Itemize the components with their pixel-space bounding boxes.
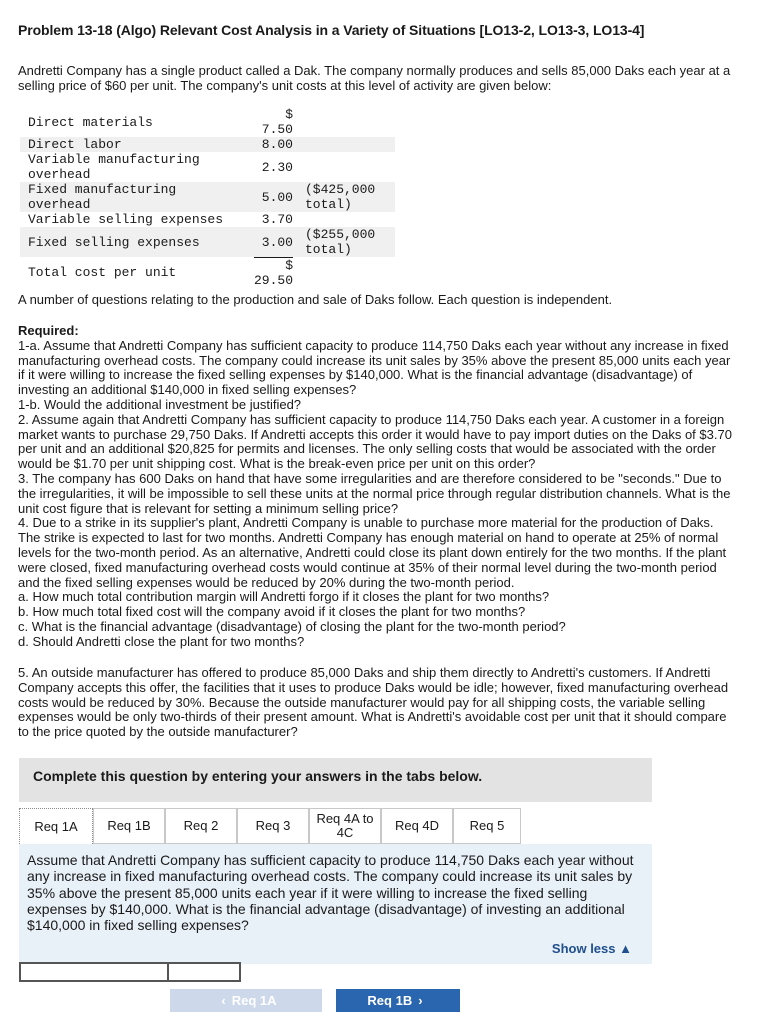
cost-amount: 5.00 (239, 182, 297, 212)
required-heading: Required: (18, 323, 79, 338)
cost-amount: 3.00 (239, 227, 297, 257)
required-section (18, 324, 738, 650)
cost-amount: 2.30 (261, 159, 293, 175)
question-1b: 1-b. Would the additional investment be justified? (18, 396, 302, 412)
total-amount: 29.50 (253, 273, 293, 288)
question-4d: d. Should Andretti close the plant for two months? (18, 633, 305, 649)
table-row (20, 137, 395, 152)
total-currency: $ (285, 258, 293, 273)
answer-input-row (19, 962, 241, 982)
chevron-left-icon: ‹ (221, 993, 226, 1008)
tab-req-4d[interactable]: Req 4D (381, 808, 453, 844)
answer-label-cell[interactable] (21, 964, 169, 980)
question-1a: 1-a. Assume that Andretti Company has sufficient capacity to produce 114,750 Daks each year without any increase in fixed manufacturing overhead costs. The company could increase its unit sales by 35% above the present 85,000 units each year if it were willing to increase the fixed selling expenses by $140,000. What is the financial advantage (disadvantage) of investing an additional $140,000 in fixed selling expenses? (18, 337, 731, 398)
total-row (20, 257, 395, 288)
question-4c: c. What is the financial advantage (disadvantage) of closing the plant for the two-month period? (18, 618, 566, 634)
tab-panel-req-1a (19, 844, 652, 964)
next-tab-label: Req 1B (367, 993, 413, 1008)
prev-tab-label: Req 1A (231, 993, 277, 1008)
cost-amount: 3.70 (261, 212, 293, 227)
total-label: Total cost per unit (20, 257, 239, 288)
total-amount-cell (239, 257, 297, 288)
questions-intro: A number of questions relating to the production and sale of Daks follow. Each question is independent. (18, 292, 613, 307)
tab-req-4a-4c[interactable]: Req 4A to 4C (309, 808, 381, 844)
tab-req-5[interactable]: Req 5 (453, 808, 521, 844)
tab-req-3[interactable]: Req 3 (237, 808, 309, 844)
cost-note (297, 137, 395, 152)
question-4: 4. Due to a strike in its supplier's plant, Andretti Company is unable to purchase more material for the production of Daks. The strike is expected to last for two months. Andretti Company has enough material on hand to operate at 25% of normal levels for the two-month period. As an alternative, Andretti could close its plant down entirely for the two months. If the plant were closed, fixed manufacturing overhead costs would continue at 35% of their normal level during the two-month period and the fixed selling expenses would be reduced by 20% during the two-month period. (18, 515, 727, 590)
cost-label: Direct materials (28, 114, 153, 130)
table-row (20, 227, 395, 257)
tab-req-2[interactable]: Req 2 (165, 808, 237, 844)
total-note-empty (297, 257, 395, 288)
table-row (20, 212, 395, 227)
table-row (20, 152, 395, 182)
cost-note (297, 107, 395, 137)
chevron-right-icon: › (418, 993, 423, 1008)
cost-note: ($425,000 total) (297, 182, 395, 212)
unit-cost-table (20, 107, 395, 288)
tab-req-1a[interactable]: Req 1A (19, 808, 93, 844)
instruction-banner (19, 758, 652, 802)
cost-note (297, 152, 395, 182)
cost-note: ($255,000 total) (297, 227, 395, 257)
show-less-label: Show less (551, 941, 616, 956)
table-row (20, 107, 395, 137)
cost-note (297, 212, 395, 227)
question-3: 3. The company has 600 Daks on hand that have some irregularities and are therefore considered to be "seconds." Due to the irregularities, it will be impossible to sell these units at the normal price through regular distribution channels. What is the unit cost figure that is relevant for setting a minimum selling price? (18, 470, 731, 516)
question-5: 5. An outside manufacturer has offered to produce 85,000 Daks and ship them directly to Andretti's customers. If Andretti Company accepts this offer, the facilities that it uses to produce Daks would be idle; however, fixed manufacturing overhead costs would be reduced by 30%. Because the outside manufacturer would pay for all shipping costs, the variable selling expenses would be only two-thirds of their present amount. What is Andretti's avoidable cost per unit that it should compare to the price quoted by the outside manufacturer? (18, 665, 729, 740)
question-4b: b. How much total fixed cost will the company avoid if it closes the plant for two months? (18, 604, 526, 620)
question-4a: a. How much total contribution margin will Andretti forgo if it closes the plant for two months? (18, 589, 550, 605)
prev-tab-button[interactable] (170, 989, 322, 1012)
answer-value-cell[interactable] (169, 964, 239, 980)
total-amount-wrap (254, 257, 293, 288)
cost-amount: 8.00 (239, 137, 297, 152)
table-row (20, 182, 395, 212)
cost-label: Fixed manufacturing overhead (20, 182, 239, 212)
problem-title: Problem 13-18 (Algo) Relevant Cost Analysis in a Variety of Situations [LO13-2, LO13-3, LO13-4] (18, 22, 645, 38)
requirement-tabs (19, 808, 652, 844)
instruction-text: Complete this question by entering your answers in the tabs below. (33, 768, 483, 784)
show-less-link[interactable] (552, 941, 632, 956)
intro-paragraph: Andretti Company has a single product called a Dak. The company normally produces and sells 85,000 Daks each year at a selling price of $60 per unit. The company's unit costs at this level of activity are given below: (18, 63, 731, 93)
cost-amount: $ 7.50 (261, 107, 293, 137)
cost-label: Variable selling expenses (28, 212, 224, 227)
cost-label: Variable manufacturing overhead (28, 152, 200, 182)
triangle-up-icon: ▲ (619, 941, 632, 956)
panel-question-text: Assume that Andretti Company has sufficient capacity to produce 114,750 Daks each year without any increase in fixed manufacturing overhead costs. The company could increase its unit sales by 35% above the present 85,000 units each year if it were willing to increase the fixed selling expenses by $140,000. What is the financial advantage (disadvantage) of investing an additional $140,000 in fixed selling expenses? (27, 852, 634, 934)
question-2: 2. Assume again that Andretti Company has sufficient capacity to produce 114,750 Daks each year. A customer in a foreign market wants to purchase 29,750 Daks. If Andretti accepts this order it would have to pay import duties on the Daks of $3.70 per unit and an additional $20,825 for permits and licenses. The only selling costs that would be associated with the order would be $1.70 per unit shipping cost. What is the break-even price per unit on this order? (18, 411, 732, 472)
tab-req-1b[interactable]: Req 1B (93, 808, 165, 844)
cost-label: Fixed selling expenses (20, 227, 239, 257)
next-tab-button[interactable] (336, 989, 460, 1012)
cost-label: Direct labor (20, 137, 239, 152)
